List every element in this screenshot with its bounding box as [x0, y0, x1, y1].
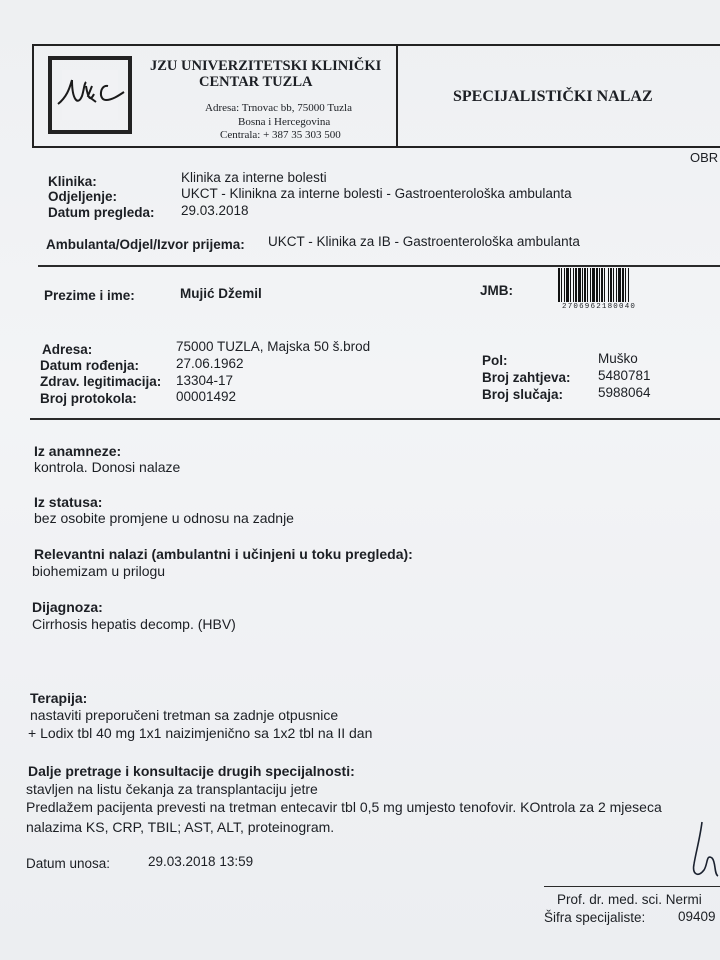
sex-value: Muško: [598, 351, 638, 366]
case-label: Broj slučaja:: [482, 387, 564, 402]
insurance-label: Zdrav. legitimacija:: [40, 374, 162, 389]
therapy-line1: nastaviti preporučeni tretman sa zadnje otpusnice: [30, 707, 339, 723]
further-label: Dalje pretrage i konsultacije drugih specijalnosti:: [28, 763, 355, 779]
header-divider: [396, 44, 398, 148]
entry-date-value: 29.03.2018 13:59: [148, 854, 254, 869]
institution-name-line1: JZU UNIVERZITETSKI KLINIČKI: [150, 58, 382, 74]
doctor-name: Prof. dr. med. sci. Nermi: [557, 892, 702, 907]
signature-line: [544, 886, 720, 887]
address-value: 75000 TUZLA, Majska 50 š.brod: [176, 339, 371, 354]
ukc-logo-icon: [48, 56, 132, 134]
clinic-label: Klinika:: [48, 174, 97, 189]
institution-phone: Centrala: + 387 35 303 500: [220, 129, 341, 141]
case-value: 5988064: [598, 385, 651, 400]
department-label: Odjeljenje:: [48, 189, 118, 204]
therapy-line2: + Lodix tbl 40 mg 1x1 naizimjenično sa 1x2 tbl na II dan: [28, 725, 373, 741]
name-value: Mujić Džemil: [180, 286, 262, 301]
anamnesis-label: Iz anamneze:: [34, 443, 122, 459]
admission-value: UKCT - Klinika za IB - Gastroenterološka ambulanta: [268, 234, 580, 249]
barcode-number: 2706962180040: [562, 303, 637, 311]
address-label: Adresa:: [42, 342, 93, 357]
status-value: bez osobite promjene u odnosu na zadnje: [34, 510, 294, 526]
further-line2: Predlažem pacijenta prevesti na tretman entecavir tbl 0,5 mg umjesto tenofovir. KOntrola za 2 mjeseca: [26, 799, 662, 815]
dob-label: Datum rođenja:: [40, 358, 140, 373]
institution-address-line1: Adresa: Trnovac bb, 75000 Tuzla: [205, 102, 352, 114]
diagnosis-label: Dijagnoza:: [32, 599, 103, 615]
relevant-label: Relevantni nalazi (ambulantni i učinjeni u toku pregleda):: [34, 546, 413, 562]
entry-date-label: Datum unosa:: [26, 856, 111, 871]
clinic-value: Klinika za interne bolesti: [181, 170, 327, 185]
department-value: UKCT - Klinikna za interne bolesti - Gastroenterološka ambulanta: [181, 186, 572, 201]
request-label: Broj zahtjeva:: [482, 370, 571, 385]
divider-line: [38, 265, 720, 267]
document-title: SPECIJALISTIČKI NALAZ: [453, 88, 653, 105]
further-line1: stavljen na listu čekanja za transplantaciju jetre: [26, 781, 318, 797]
therapy-label: Terapija:: [30, 690, 88, 706]
protocol-label: Broj protokola:: [40, 391, 137, 406]
specialist-code-value: 09409: [678, 909, 716, 924]
divider-line: [30, 418, 720, 420]
institution-address-line2: Bosna i Hercegovina: [238, 116, 331, 128]
protocol-value: 00001492: [176, 389, 237, 404]
admission-label: Ambulanta/Odjel/Izvor prijema:: [46, 237, 245, 252]
status-label: Iz statusa:: [34, 494, 103, 510]
specialist-code-label: Šifra specijaliste:: [544, 910, 646, 925]
dob-value: 27.06.1962: [176, 356, 244, 371]
relevant-value: biohemizam u prilogu: [32, 563, 166, 579]
institution-name-line2: CENTAR TUZLA: [199, 74, 313, 90]
insurance-value: 13304-17: [176, 373, 234, 388]
sex-label: Pol:: [482, 353, 508, 368]
request-value: 5480781: [598, 368, 651, 383]
corner-text: OBR: [690, 150, 719, 165]
name-label: Prezime i ime:: [44, 288, 135, 303]
exam-date-label: Datum pregleda:: [48, 205, 155, 220]
anamnesis-value: kontrola. Donosi nalaze: [34, 459, 181, 475]
signature-icon: [688, 818, 720, 890]
diagnosis-value: Cirrhosis hepatis decomp. (HBV): [32, 616, 236, 632]
exam-date-value: 29.03.2018: [181, 203, 249, 218]
jmb-label: JMB:: [480, 283, 513, 298]
further-line3: nalazima KS, CRP, TBIL; AST, ALT, proteinogram.: [26, 819, 335, 835]
